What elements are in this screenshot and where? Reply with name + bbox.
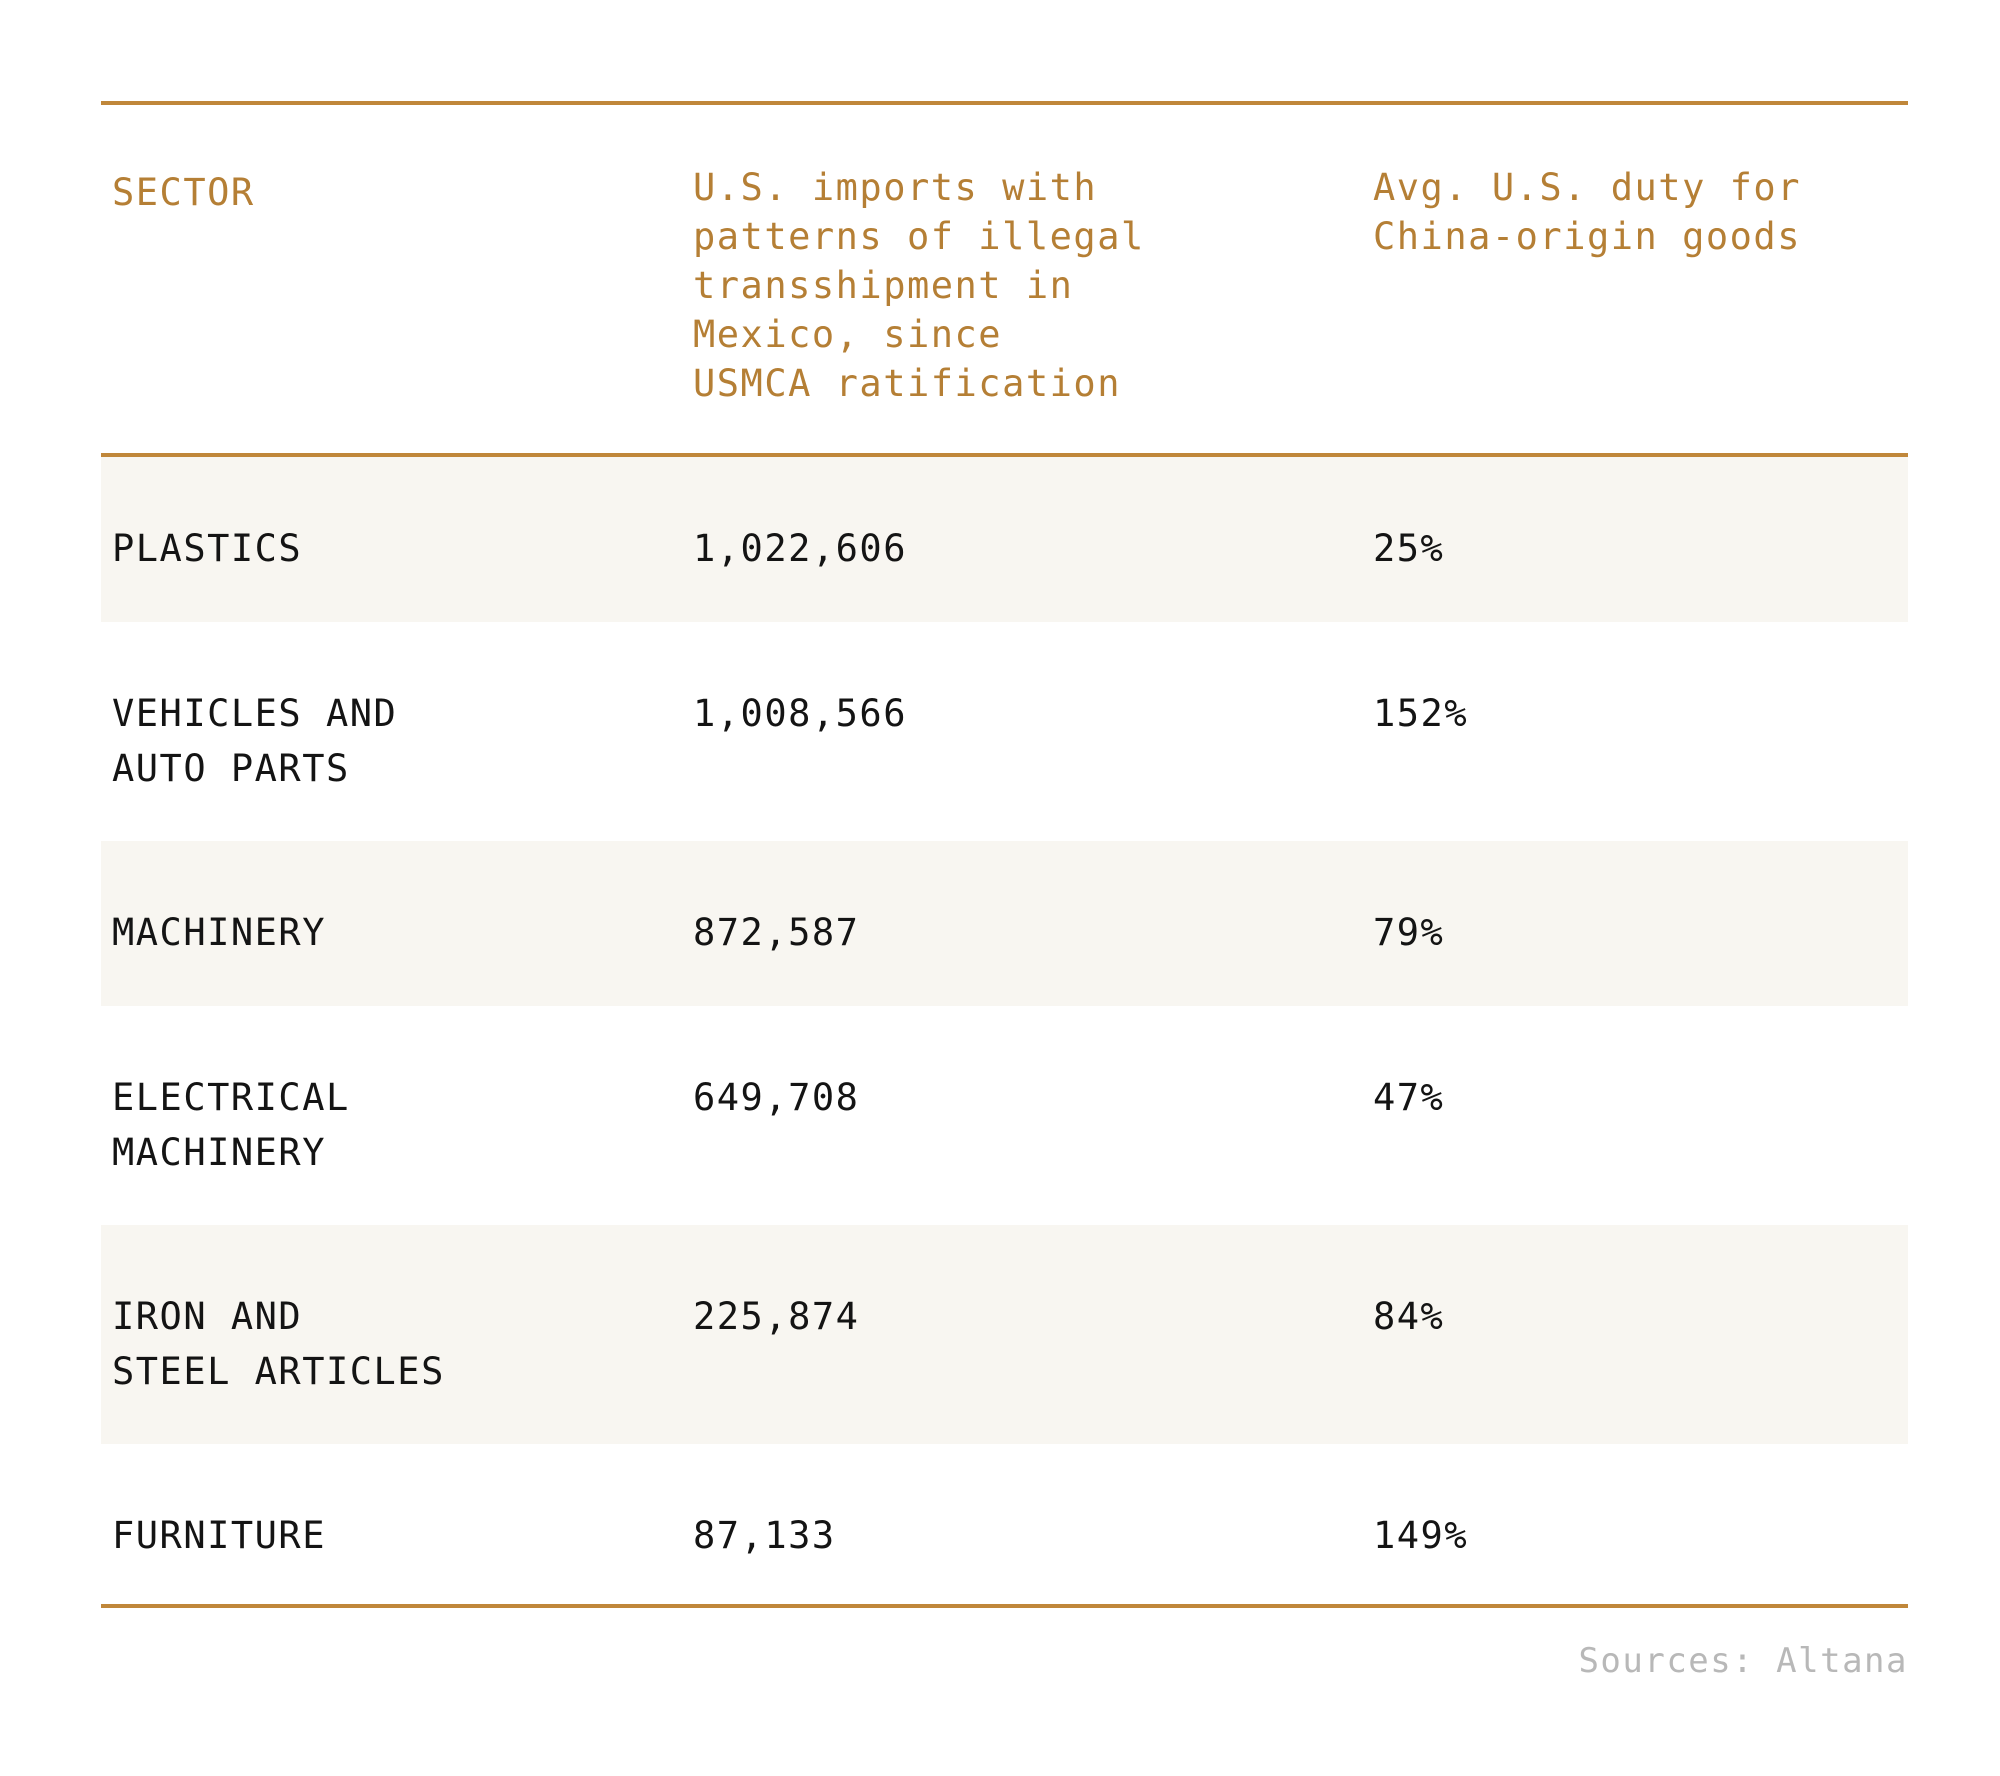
sector-line: IRON AND (112, 1295, 303, 1338)
sector-cell (112, 1508, 632, 1563)
duty-cell: 84% (1373, 1295, 1445, 1338)
header-imports-line: U.S. imports with (693, 166, 1098, 209)
sector-cell (112, 905, 632, 960)
duty-cell: 47% (1373, 1076, 1445, 1119)
table-body (101, 457, 1908, 1604)
sector-line: PLASTICS (112, 527, 303, 570)
header-imports (693, 163, 1193, 408)
header-imports-line: patterns of illegal (693, 215, 1145, 258)
bottom-rule (101, 1604, 1908, 1608)
sector-cell (112, 521, 632, 576)
sector-line: MACHINERY (112, 1131, 326, 1174)
imports-cell: 1,008,566 (693, 692, 907, 735)
sector-line: MACHINERY (112, 911, 326, 954)
table-row (101, 622, 1908, 841)
header-duty-line: China-origin goods (1373, 215, 1801, 258)
sector-line: AUTO PARTS (112, 747, 350, 790)
sector-cell (112, 686, 632, 796)
imports-cell: 872,587 (693, 911, 860, 954)
table-header (101, 105, 1908, 453)
imports-cell: 1,022,606 (693, 527, 907, 570)
header-sector: SECTOR (112, 171, 255, 214)
header-imports-line: transshipment in (693, 264, 1074, 307)
sector-cell (112, 1289, 632, 1399)
duty-cell: 79% (1373, 911, 1445, 954)
sector-line: ELECTRICAL (112, 1076, 350, 1119)
imports-cell: 225,874 (693, 1295, 860, 1338)
header-imports-line: USMCA ratification (693, 362, 1121, 405)
table-row (101, 1225, 1908, 1444)
duty-cell: 149% (1373, 1514, 1469, 1557)
sector-line: FURNITURE (112, 1514, 326, 1557)
duty-cell: 25% (1373, 527, 1445, 570)
table-row (101, 1006, 1908, 1225)
header-imports-line: Mexico, since (693, 313, 1003, 356)
table-row (101, 1444, 1908, 1604)
table-row (101, 841, 1908, 1006)
header-duty (1373, 163, 1893, 261)
table-row (101, 457, 1908, 622)
imports-cell: 87,133 (693, 1514, 836, 1557)
source-note: Sources: Altana (1578, 1641, 1908, 1681)
sector-line: VEHICLES AND (112, 692, 398, 735)
sector-line: STEEL ARTICLES (112, 1350, 445, 1393)
data-table (101, 101, 1908, 1608)
header-duty-line: Avg. U.S. duty for (1373, 166, 1801, 209)
imports-cell: 649,708 (693, 1076, 860, 1119)
sector-cell (112, 1070, 632, 1180)
duty-cell: 152% (1373, 692, 1469, 735)
